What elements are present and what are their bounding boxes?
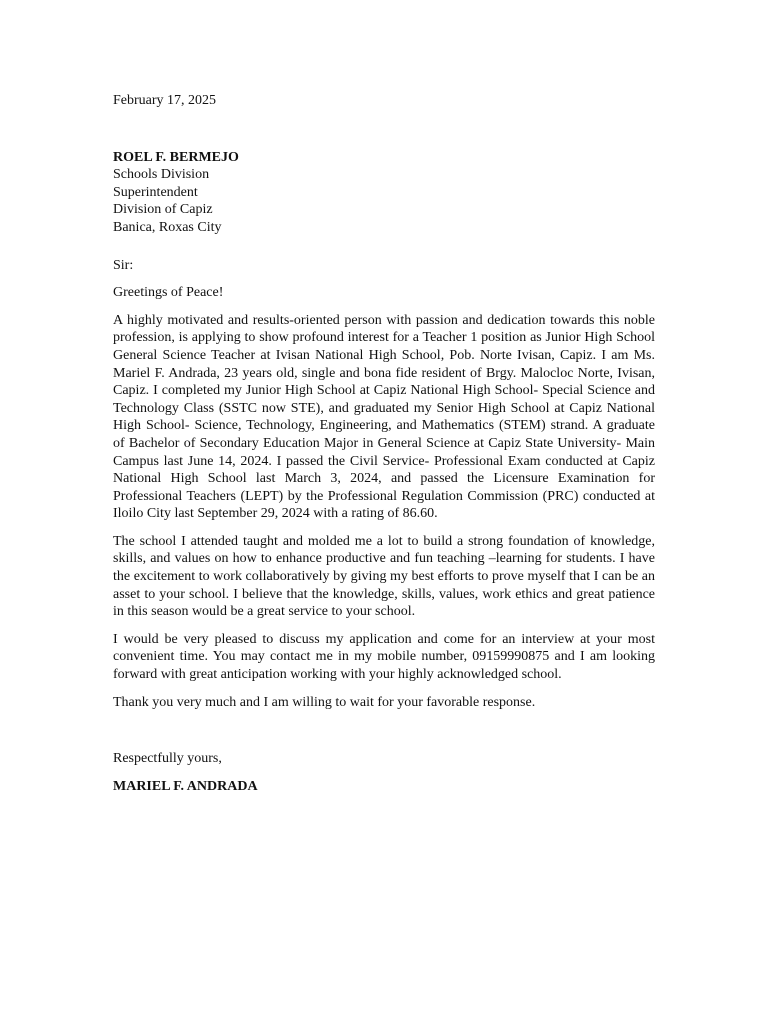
recipient-line: Superintendent	[113, 184, 198, 200]
letter-page	[113, 92, 655, 795]
closing: Respectfully yours,	[113, 751, 222, 767]
recipient-line: Schools Division	[113, 167, 210, 183]
greeting: Greetings of Peace!	[113, 285, 224, 301]
recipient-line: Banica, Roxas City	[113, 219, 222, 235]
letter-date: February 17, 2025	[113, 93, 217, 108]
recipient-line: Division of Capiz	[113, 202, 213, 218]
body-paragraph: The school I attended taught and molded me a lot to build a strong foundation of knowledge, skills, and values on how to enhance productive and fun teaching –learning for students. I have the excitement to work collaboratively by giving my best efforts to prove myself that I can be an asset to your school. I believe that the knowledge, skills, values, work ethics and great patience in this season would be a great service to your school.	[113, 533, 655, 620]
salutation: Sir:	[113, 257, 134, 273]
recipient-block	[113, 149, 655, 237]
signature-name: MARIEL F. ANDRADA	[113, 778, 258, 794]
body-paragraph: Thank you very much and I am willing to wait for your favorable response.	[113, 694, 536, 710]
body-paragraph: I would be very pleased to discuss my application and come for an interview at your most convenient time. You may contact me in my mobile number, 09159990875 and I am looking forward with great anticipation working with your highly acknowledged school.	[113, 631, 655, 683]
body-paragraph: A highly motivated and results-oriented person with passion and dedication towards this noble profession, is applying to show profound interest for a Teacher 1 position as Junior High School General Science Teacher at Ivisan National High School, Pob. Norte Ivisan, Capiz. I am Ms. Mariel F. Andrada, 23 years old, single and bona fide resident of Brgy. Malocloc Norte, Ivisan, Capiz. I completed my Junior High School at Capiz National High School- Special Science and Technology Class (SSTC now STE), and graduated my Senior High School at Capiz National High School- Science, Technology, Engineering, and Mathematics (STEM) strand. A graduate of Bachelor of Secondary Education Major in General Science at Capiz State University- Main Campus last June 14, 2024. I passed the Civil Service- Professional Exam conducted at Capiz National High School last March 3, 2024, and passed the Licensure Examination for Professional Teachers (LEPT) by the Professional Regulation Commission (PRC) conducted at Iloilo City last September 29, 2024 with a rating of 86.60.	[113, 312, 655, 522]
recipient-name: ROEL F. BERMEJO	[113, 149, 239, 165]
